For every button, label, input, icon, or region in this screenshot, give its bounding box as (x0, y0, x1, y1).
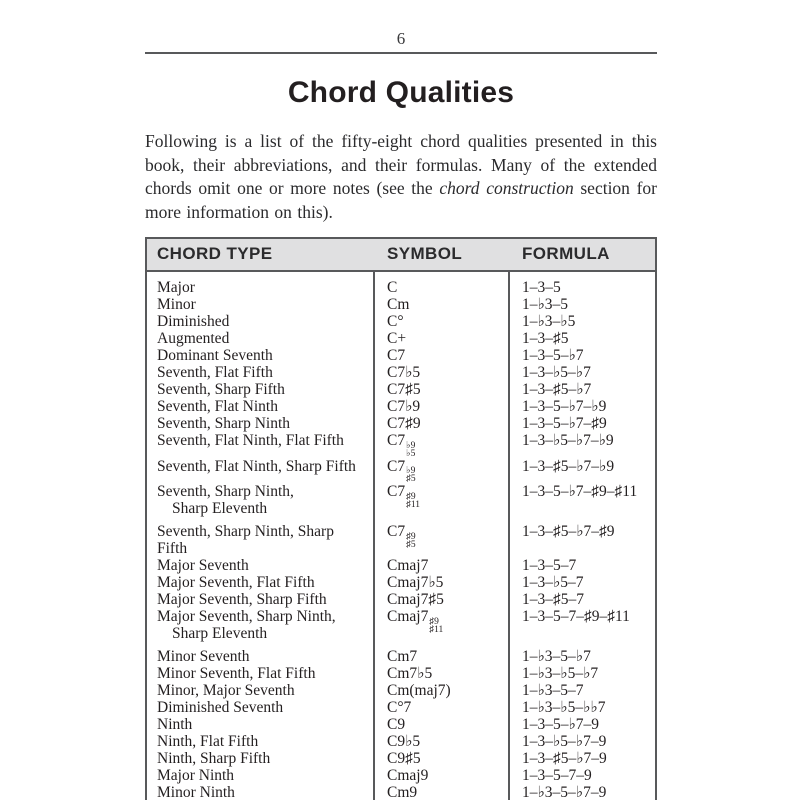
symbol-base: Cmaj9 (387, 767, 429, 785)
intro-text-italic: chord construction (439, 178, 574, 199)
symbol-base: C7 (387, 432, 406, 450)
symbol-cell (373, 682, 508, 699)
symbol-base: Cmaj7 (387, 608, 429, 626)
stacked-accidental-item: ♭5 (406, 448, 416, 459)
table-row (147, 648, 655, 665)
table-row (147, 458, 655, 484)
chord-type-text: Diminished (157, 313, 230, 331)
stacked-accidental-item: ♯11 (429, 624, 444, 635)
symbol-cell (373, 733, 508, 750)
symbol-cell (373, 784, 508, 800)
symbol-base: C7 (387, 523, 406, 541)
table-row (147, 574, 655, 591)
chord-type-cell (147, 784, 373, 800)
formula-cell: 1–3–5–7–9 (522, 767, 592, 785)
chord-type-cell (147, 313, 373, 330)
table-row (147, 699, 655, 716)
table-row (147, 330, 655, 347)
symbol-cell (373, 347, 508, 364)
symbol-cell (373, 716, 508, 733)
symbol-cell (373, 279, 508, 296)
table-row (147, 381, 655, 398)
chord-type-cell (147, 347, 373, 364)
stacked-accidentals (406, 467, 416, 483)
chord-type-cell (147, 574, 373, 591)
formula-cell: 1–3–♭5–♭7–9 (522, 733, 607, 751)
stacked-accidental-item: ♯9 (429, 616, 439, 627)
chord-type-text: Major Ninth (157, 767, 235, 785)
symbol-cell (373, 523, 508, 557)
chord-type-text: Minor Seventh (157, 648, 250, 666)
symbol-cell (373, 296, 508, 313)
symbol-base: C9♯5 (387, 750, 421, 768)
formula-cell: 1–♭3–♭5 (522, 313, 576, 331)
formula-cell: 1–3–♭5–♭7–♭9 (522, 432, 614, 450)
symbol-base: C7♭9 (387, 398, 421, 416)
formula-cell: 1–3–5–♭7–♯9 (522, 415, 607, 433)
chord-type-cell (147, 767, 373, 784)
table-row (147, 432, 655, 458)
table-row (147, 733, 655, 750)
symbol-cell (373, 648, 508, 665)
chord-type-cell (147, 432, 373, 458)
stacked-accidentals (406, 442, 415, 458)
formula-cell: 1–3–♯5–♭7–9 (522, 750, 607, 768)
formula-cell: 1–3–♯5–♭7–♯9 (522, 523, 615, 541)
table-row (147, 523, 655, 557)
chord-type-cell (147, 750, 373, 767)
symbol-base: C° (387, 313, 404, 331)
stacked-accidental-item: ♯9 (406, 531, 416, 542)
symbol-base: C7♯5 (387, 381, 421, 399)
symbol-cell (373, 767, 508, 784)
chord-type-text: Minor (157, 296, 196, 314)
chord-type-cell (147, 364, 373, 381)
chord-type-text: Seventh, Sharp Ninth (157, 415, 291, 433)
chord-type-text: Seventh, Sharp Ninth, (157, 483, 294, 501)
chord-type-text: Minor, Major Seventh (157, 682, 295, 700)
symbol-base: Cm7♭5 (387, 665, 433, 683)
table-row (147, 557, 655, 574)
stacked-accidentals (406, 493, 420, 509)
intro-text-start: Following is a list of the fifty-eight chord qualities presented in this book, their abbreviations, and their formulas. Many of the extended chords omit one or more notes (see the (145, 131, 657, 199)
chord-type-text: Minor Ninth (157, 784, 235, 800)
table-row (147, 483, 655, 517)
formula-cell: 1–3–5–♭7–♯9–♯11 (522, 483, 638, 501)
symbol-cell (373, 398, 508, 415)
chord-type-text: Major Seventh, Flat Fifth (157, 574, 315, 592)
chord-type-text-line2: Sharp Eleventh (172, 500, 268, 518)
formula-cell: 1–3–5–7 (522, 557, 577, 575)
symbol-base: Cm(maj7) (387, 682, 451, 700)
chord-type-cell (147, 458, 373, 484)
table-row (147, 347, 655, 364)
table-row (147, 750, 655, 767)
formula-cell: 1–3–5–♭7 (522, 347, 584, 365)
table-row (147, 608, 655, 642)
chord-type-cell (147, 665, 373, 682)
symbol-base: C7 (387, 483, 406, 501)
chord-type-cell (147, 699, 373, 716)
formula-cell: 1–♭3–5 (522, 296, 569, 314)
table-row (147, 591, 655, 608)
chord-type-text: Major Seventh, Sharp Fifth (157, 591, 327, 609)
chord-type-cell (147, 483, 373, 517)
chord-type-cell (147, 415, 373, 432)
formula-cell: 1–♭3–♭5–♭7 (522, 665, 599, 683)
symbol-base: C9 (387, 716, 406, 734)
symbol-base: C7 (387, 347, 406, 365)
table-header-row (147, 239, 655, 272)
symbol-base: Cmaj7 (387, 557, 429, 575)
symbol-base: C (387, 279, 398, 297)
page-number (145, 30, 657, 54)
intro-text-end: section for more information on this). (145, 178, 658, 222)
formula-cell: 1–3–5–♭7–♭9 (522, 398, 607, 416)
symbol-cell (373, 483, 508, 517)
stacked-accidental-item: ♭9 (406, 440, 416, 451)
symbol-base: C7 (387, 457, 406, 475)
chord-type-text: Diminished Seventh (157, 699, 284, 717)
symbol-base: C+ (387, 330, 407, 348)
chord-type-cell (147, 733, 373, 750)
chord-type-cell (147, 279, 373, 296)
chord-type-cell (147, 682, 373, 699)
chord-qualities-table (145, 237, 657, 800)
symbol-cell (373, 415, 508, 432)
symbol-cell (373, 364, 508, 381)
column-divider (508, 272, 510, 800)
page-title: Chord Qualities (287, 76, 515, 109)
chord-type-text: Seventh, Flat Fifth (157, 364, 273, 382)
header-symbol: SYMBOL (387, 244, 463, 264)
chord-type-text-line2: Sharp Eleventh (172, 625, 268, 643)
chord-type-cell (147, 608, 373, 642)
symbol-cell (373, 665, 508, 682)
symbol-base: Cm9 (387, 784, 418, 800)
table-row (147, 313, 655, 330)
symbol-cell (373, 574, 508, 591)
symbol-base: Cm7 (387, 648, 418, 666)
table-row (147, 665, 655, 682)
chord-type-text: Major (157, 279, 195, 297)
formula-cell: 1–♭3–5–♭7 (522, 648, 591, 666)
header-formula: FORMULA (522, 244, 610, 264)
stacked-accidentals (429, 618, 443, 634)
chord-type-cell (147, 716, 373, 733)
symbol-cell (373, 313, 508, 330)
table-row (147, 767, 655, 784)
symbol-cell (373, 432, 508, 458)
symbol-cell (373, 591, 508, 608)
formula-cell: 1–3–♭5–7 (522, 574, 584, 592)
chord-type-text: Major Seventh (157, 557, 249, 575)
formula-cell: 1–3–5–7–♯9–♯11 (522, 608, 630, 626)
chord-type-cell (147, 591, 373, 608)
table-row (147, 364, 655, 381)
table-row (147, 415, 655, 432)
table-row (147, 784, 655, 800)
table-row (147, 398, 655, 415)
chord-type-text: Seventh, Sharp Ninth, Sharp Fifth (157, 523, 334, 558)
symbol-cell (373, 699, 508, 716)
chord-type-text: Ninth, Sharp Fifth (157, 750, 271, 768)
symbol-base: C7♯9 (387, 415, 421, 433)
stacked-accidental-item: ♯11 (406, 499, 420, 510)
formula-cell: 1–♭3–5–♭7–9 (522, 784, 607, 800)
chord-type-text: Ninth, Flat Fifth (157, 733, 259, 751)
page-content (145, 0, 657, 800)
table-row (147, 682, 655, 699)
stacked-accidental-item: ♭9 (406, 466, 416, 477)
chord-type-text: Seventh, Flat Ninth, Sharp Fifth (157, 457, 356, 475)
formula-cell: 1–3–♭5–♭7 (522, 364, 591, 382)
header-chord-type: CHORD TYPE (157, 244, 273, 264)
symbol-cell (373, 458, 508, 484)
symbol-base: C7♭5 (387, 364, 421, 382)
formula-cell: 1–3–5–♭7–9 (522, 716, 600, 734)
chord-type-text: Minor Seventh, Flat Fifth (157, 665, 316, 683)
table-row (147, 279, 655, 296)
chord-type-cell (147, 330, 373, 347)
chord-type-text: Major Seventh, Sharp Ninth, (157, 608, 336, 626)
symbol-cell (373, 750, 508, 767)
chord-type-text: Seventh, Sharp Fifth (157, 381, 285, 399)
chord-type-cell (147, 648, 373, 665)
formula-cell: 1–3–♯5 (522, 330, 569, 348)
chord-type-text: Dominant Seventh (157, 347, 273, 365)
chord-type-cell (147, 398, 373, 415)
table-body (147, 272, 655, 800)
chord-type-cell (147, 557, 373, 574)
formula-cell: 1–3–5 (522, 279, 561, 297)
symbol-base: Cmaj7♭5 (387, 574, 444, 592)
formula-cell: 1–♭3–5–7 (522, 682, 584, 700)
symbol-base: Cm (387, 296, 410, 314)
formula-cell: 1–3–♯5–♭7–♭9 (522, 457, 615, 475)
chord-type-text: Augmented (157, 330, 230, 348)
formula-cell: 1–♭3–♭5–♭♭7 (522, 699, 606, 717)
symbol-cell (373, 608, 508, 642)
chord-type-text: Ninth (157, 716, 193, 734)
intro-paragraph (145, 130, 657, 224)
stacked-accidentals (406, 533, 416, 549)
symbol-cell (373, 381, 508, 398)
symbol-cell (373, 330, 508, 347)
chord-type-text: Seventh, Flat Ninth, Flat Fifth (157, 432, 344, 450)
column-divider (373, 272, 375, 800)
table-row (147, 296, 655, 313)
stacked-accidental-item: ♯5 (406, 539, 416, 550)
table-row (147, 716, 655, 733)
chord-type-cell (147, 523, 373, 557)
chord-type-text: Seventh, Flat Ninth (157, 398, 278, 416)
symbol-base: Cmaj7♯5 (387, 591, 444, 609)
chord-type-cell (147, 381, 373, 398)
chord-type-cell (147, 296, 373, 313)
page-number-text: 6 (396, 29, 406, 48)
formula-cell: 1–3–♯5–♭7 (522, 381, 592, 399)
symbol-base: C9♭5 (387, 733, 421, 751)
formula-cell: 1–3–♯5–7 (522, 591, 584, 609)
symbol-base: C°7 (387, 699, 412, 717)
stacked-accidental-item: ♯5 (406, 474, 416, 485)
stacked-accidental-item: ♯9 (406, 491, 416, 502)
symbol-cell (373, 557, 508, 574)
